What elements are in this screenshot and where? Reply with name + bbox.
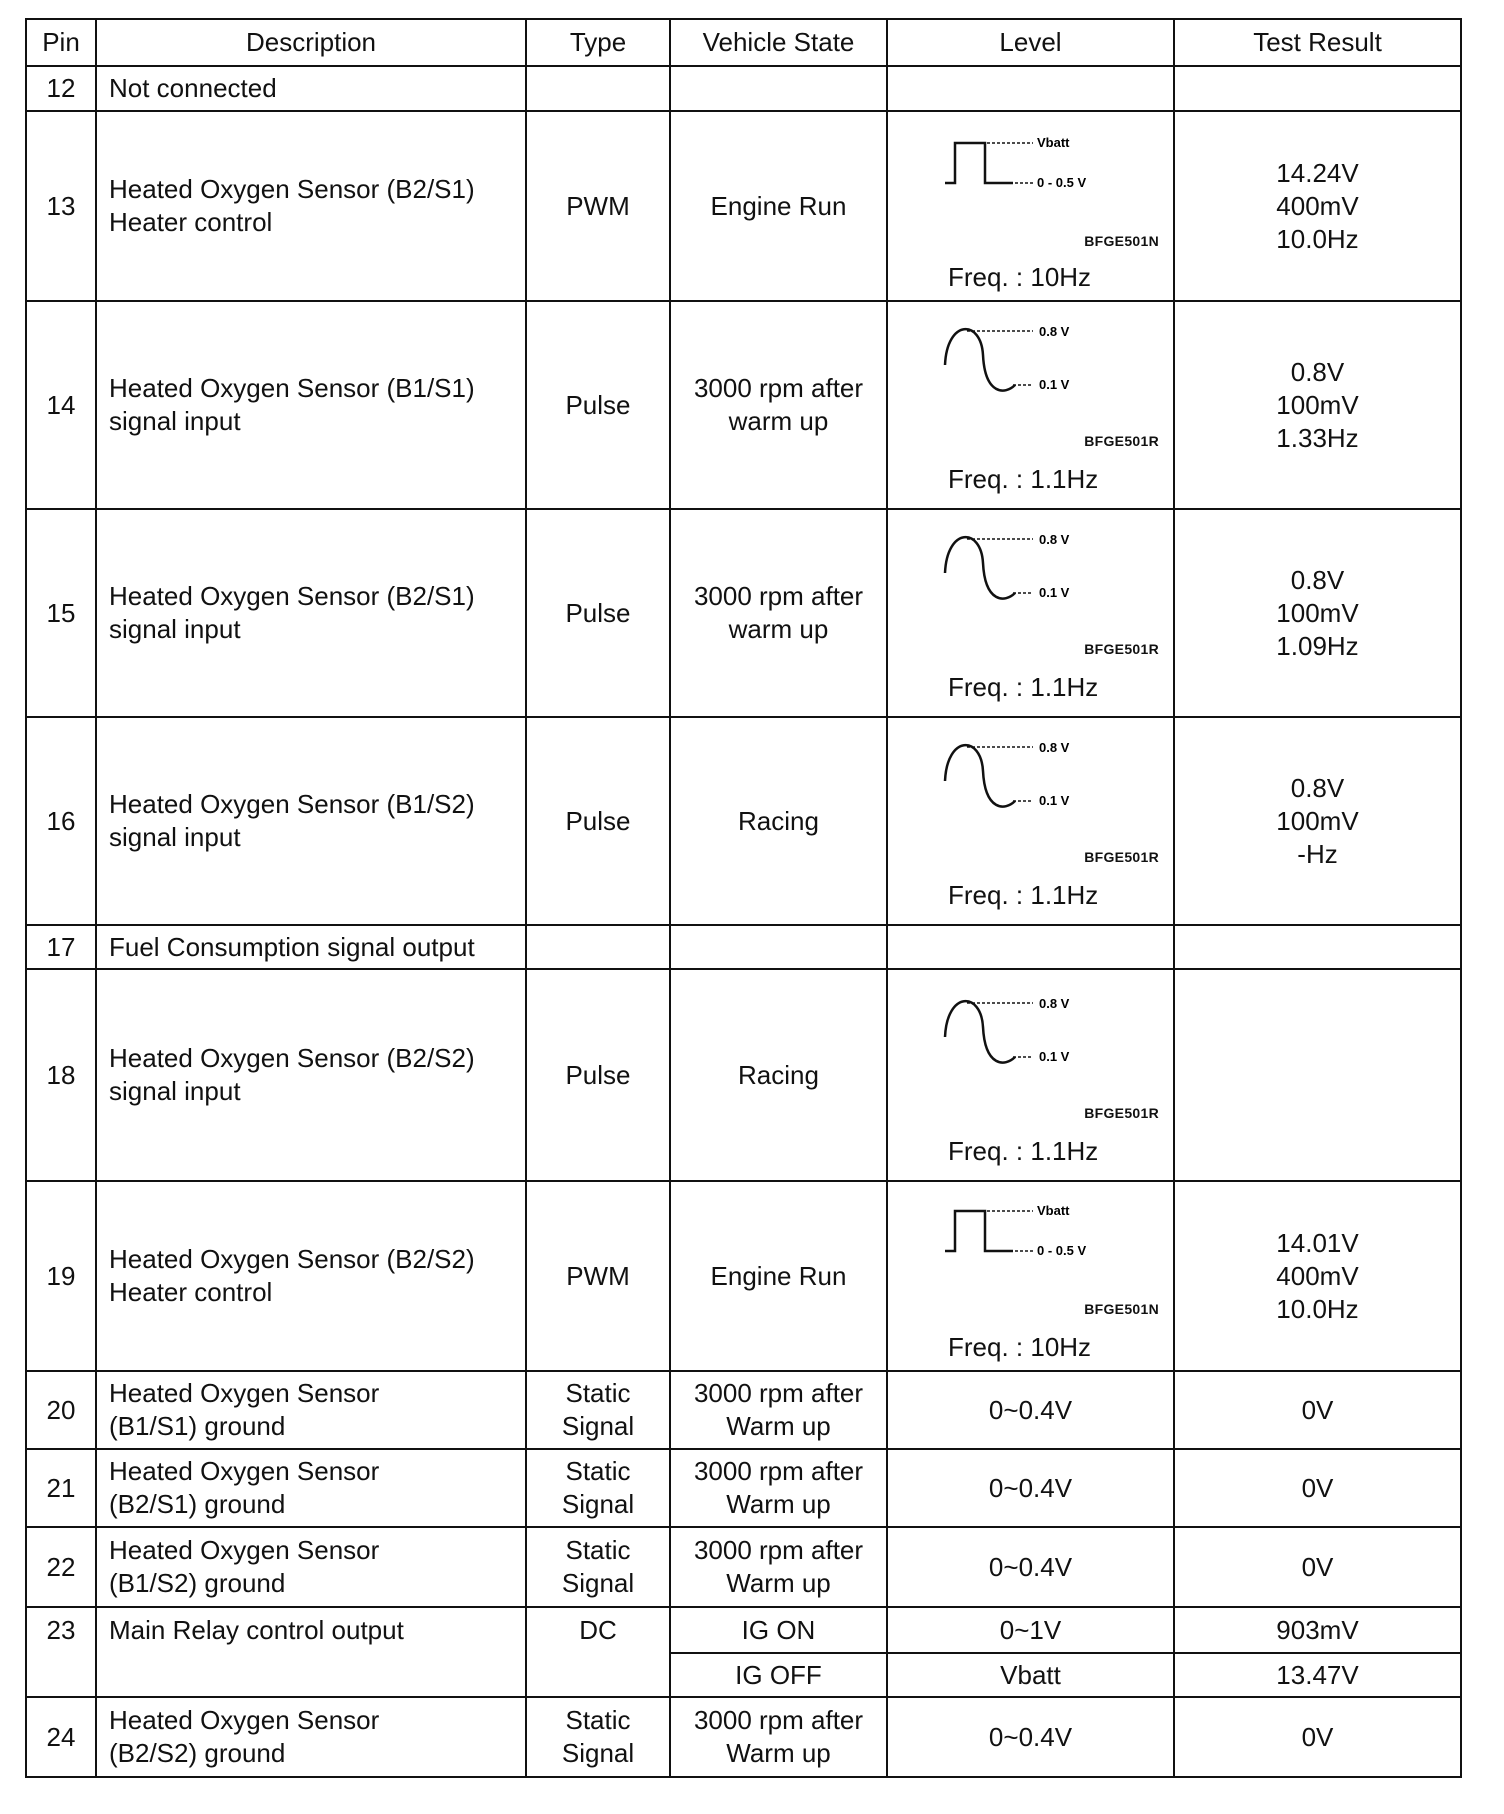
pin-number: 14 (26, 301, 96, 509)
pin-number: 12 (26, 66, 96, 111)
frequency-label: Freq. : 1.1Hz (948, 672, 1099, 702)
result-millivolt: 400mV (1276, 1260, 1359, 1291)
waveform-code: BFGE501R (1084, 641, 1159, 657)
state-line: Warm up (726, 1489, 831, 1519)
state-line: 3000 rpm after (693, 1456, 864, 1486)
pin-number: 22 (26, 1527, 96, 1607)
description-line: Heated Oxygen Sensor (B2/S1) (109, 581, 475, 611)
table-row (26, 969, 1461, 1181)
level-cell (887, 111, 1174, 301)
type-cell: PWM (526, 111, 670, 301)
pin-number: 16 (26, 717, 96, 925)
state-line: 3000 rpm after (693, 373, 864, 403)
test-result-cell (1174, 969, 1461, 1181)
type-cell: Pulse (526, 509, 670, 717)
table-row (26, 111, 1461, 301)
level-cell: 0~0.4V (887, 1371, 1174, 1449)
pwm-waveform-icon (943, 1201, 1123, 1263)
result-frequency: 10.0Hz (1276, 223, 1359, 254)
result-frequency: 1.33Hz (1276, 422, 1359, 453)
table-row (26, 1607, 1461, 1653)
wave-low-label: 0.1 V (1039, 1049, 1070, 1064)
wave-low-label: 0 - 0.5 V (1037, 1243, 1087, 1258)
vehicle-state-cell: Engine Run (670, 111, 887, 301)
result-millivolt: 400mV (1276, 190, 1359, 221)
description-line: Heater control (109, 207, 273, 237)
test-result-cell (1174, 301, 1461, 509)
pin-table (25, 18, 1462, 1778)
table-row (26, 925, 1461, 969)
state-line: 3000 rpm after (693, 1378, 864, 1408)
pin-number: 24 (26, 1697, 96, 1777)
wave-high-label: 0.8 V (1039, 741, 1070, 755)
result-frequency: -Hz (1297, 838, 1338, 869)
result-frequency: 1.09Hz (1276, 630, 1359, 661)
description-line: signal input (109, 614, 241, 644)
type-cell: Pulse (526, 717, 670, 925)
result-millivolt: 100mV (1276, 805, 1359, 836)
result-millivolt: 100mV (1276, 597, 1359, 628)
sine-waveform-icon (943, 533, 1123, 605)
description-cell (96, 717, 526, 925)
state-line: 3000 rpm after (693, 1705, 864, 1735)
type-line: Static (565, 1378, 631, 1408)
test-result-cell (1174, 717, 1461, 925)
vehicle-state-cell (670, 509, 887, 717)
header-pin: Pin (26, 19, 96, 66)
state-line: 3000 rpm after (693, 1535, 864, 1565)
description-cell (96, 301, 526, 509)
description-line: signal input (109, 406, 241, 436)
level-cell: 0~1V (887, 1607, 1174, 1653)
level-cell: 0~0.4V (887, 1449, 1174, 1527)
sine-waveform-icon (943, 997, 1123, 1069)
wave-low-label: 0.1 V (1039, 793, 1070, 808)
state-line: Warm up (726, 1738, 831, 1768)
level-cell (887, 301, 1174, 509)
frequency-label: Freq. : 1.1Hz (948, 1136, 1099, 1166)
description-line: (B2/S1) ground (109, 1489, 286, 1519)
type-cell: Pulse (526, 969, 670, 1181)
type-cell (526, 1449, 670, 1527)
test-result-cell (1174, 1181, 1461, 1371)
description-cell: Not connected (96, 66, 526, 111)
table-row (26, 717, 1461, 925)
state-line: warm up (728, 614, 829, 644)
waveform-code: BFGE501N (1084, 233, 1159, 249)
level-cell (887, 66, 1174, 111)
description-line: Heated Oxygen Sensor (B1/S1) (109, 373, 475, 403)
table-row (26, 1449, 1461, 1527)
vehicle-state-cell (670, 1371, 887, 1449)
type-cell (526, 1697, 670, 1777)
result-voltage: 0.8V (1290, 564, 1345, 595)
level-cell (887, 509, 1174, 717)
state-line: Warm up (726, 1568, 831, 1598)
description-line: (B1/S1) ground (109, 1411, 286, 1441)
description-cell (96, 1181, 526, 1371)
type-line: Signal (561, 1568, 635, 1598)
sine-waveform-icon (943, 325, 1123, 397)
header-row (26, 19, 1461, 66)
pin-number: 19 (26, 1181, 96, 1371)
vehicle-state-cell: Racing (670, 717, 887, 925)
state-line: warm up (728, 406, 829, 436)
state-line: Warm up (726, 1411, 831, 1441)
wave-high-label: 0.8 V (1039, 325, 1070, 339)
wave-low-label: 0 - 0.5 V (1037, 175, 1087, 190)
wave-high-label: Vbatt (1037, 1203, 1070, 1218)
result-voltage: 0.8V (1290, 772, 1345, 803)
description-line: signal input (109, 1076, 241, 1106)
pwm-waveform-icon (943, 133, 1123, 195)
test-result-cell (1174, 66, 1461, 111)
frequency-label: Freq. : 1.1Hz (948, 464, 1099, 494)
test-result-cell: 0V (1174, 1371, 1461, 1449)
vehicle-state-cell (670, 66, 887, 111)
waveform-code: BFGE501N (1084, 1301, 1159, 1317)
description-cell (96, 111, 526, 301)
description-line: Heated Oxygen Sensor (B2/S1) (109, 174, 475, 204)
pin-number: 23 (26, 1607, 96, 1697)
type-line: Signal (561, 1738, 635, 1768)
level-cell (887, 1181, 1174, 1371)
test-result-cell: 0V (1174, 1449, 1461, 1527)
description-line: (B1/S2) ground (109, 1568, 286, 1598)
type-cell (526, 66, 670, 111)
test-result-cell: 903mV (1174, 1607, 1461, 1653)
description-line: Heated Oxygen Sensor (109, 1378, 380, 1408)
vehicle-state-cell (670, 301, 887, 509)
header-description: Description (96, 19, 526, 66)
test-result-cell (1174, 111, 1461, 301)
pin-number: 15 (26, 509, 96, 717)
description-cell: Fuel Consumption signal output (96, 925, 526, 969)
header-type: Type (526, 19, 670, 66)
wave-high-label: 0.8 V (1039, 997, 1070, 1011)
result-frequency: 10.0Hz (1276, 1293, 1359, 1324)
type-cell (526, 1527, 670, 1607)
vehicle-state-cell (670, 1527, 887, 1607)
table-row (26, 509, 1461, 717)
wave-high-label: Vbatt (1037, 135, 1070, 150)
type-line: Static (565, 1705, 631, 1735)
level-cell: 0~0.4V (887, 1527, 1174, 1607)
description-cell (96, 1697, 526, 1777)
header-vehicle-state: Vehicle State (670, 19, 887, 66)
pin-number: 18 (26, 969, 96, 1181)
level-cell (887, 717, 1174, 925)
header-level: Level (887, 19, 1174, 66)
waveform-code: BFGE501R (1084, 1105, 1159, 1121)
vehicle-state-cell: IG ON (670, 1607, 887, 1653)
test-result-cell (1174, 509, 1461, 717)
table-row (26, 1527, 1461, 1607)
table-row (26, 1181, 1461, 1371)
wave-low-label: 0.1 V (1039, 377, 1070, 392)
table-row (26, 66, 1461, 111)
description-line: Heated Oxygen Sensor (B2/S2) (109, 1244, 475, 1274)
level-cell (887, 969, 1174, 1181)
description-line: signal input (109, 822, 241, 852)
description-line: Heated Oxygen Sensor (B1/S2) (109, 789, 475, 819)
description-line: Heater control (109, 1277, 273, 1307)
test-result-cell (1174, 925, 1461, 969)
description-cell (96, 969, 526, 1181)
description-line: Heated Oxygen Sensor (B2/S2) (109, 1043, 475, 1073)
header-test-result: Test Result (1174, 19, 1461, 66)
waveform-code: BFGE501R (1084, 433, 1159, 449)
description-cell (96, 1449, 526, 1527)
pin-number: 17 (26, 925, 96, 969)
result-voltage: 14.01V (1276, 1227, 1359, 1258)
vehicle-state-cell: Racing (670, 969, 887, 1181)
type-line: Static (565, 1456, 631, 1486)
frequency-label: Freq. : 10Hz (948, 262, 1092, 292)
state-line: 3000 rpm after (693, 581, 864, 611)
description-line: (B2/S2) ground (109, 1738, 286, 1768)
description-line: Heated Oxygen Sensor (109, 1535, 380, 1565)
vehicle-state-cell (670, 1449, 887, 1527)
frequency-label: Freq. : 10Hz (948, 1332, 1092, 1362)
type-line: Signal (561, 1411, 635, 1441)
test-result-cell: 0V (1174, 1697, 1461, 1777)
result-voltage: 0.8V (1290, 356, 1345, 387)
vehicle-state-cell: IG OFF (670, 1653, 887, 1697)
sine-waveform-icon (943, 741, 1123, 813)
description-line: Heated Oxygen Sensor (109, 1705, 380, 1735)
result-millivolt: 100mV (1276, 389, 1359, 420)
wave-low-label: 0.1 V (1039, 585, 1070, 600)
type-cell: PWM (526, 1181, 670, 1371)
result-voltage: 14.24V (1276, 157, 1359, 188)
vehicle-state-cell (670, 925, 887, 969)
type-cell: Pulse (526, 301, 670, 509)
table-row (26, 1697, 1461, 1777)
type-cell: DC (526, 1607, 670, 1697)
table-row (26, 1371, 1461, 1449)
description-cell (96, 1527, 526, 1607)
pin-number: 20 (26, 1371, 96, 1449)
vehicle-state-cell (670, 1697, 887, 1777)
type-cell (526, 925, 670, 969)
vehicle-state-cell: Engine Run (670, 1181, 887, 1371)
wave-high-label: 0.8 V (1039, 533, 1070, 547)
level-cell: 0~0.4V (887, 1697, 1174, 1777)
level-cell (887, 925, 1174, 969)
pin-number: 13 (26, 111, 96, 301)
test-result-cell: 0V (1174, 1527, 1461, 1607)
frequency-label: Freq. : 1.1Hz (948, 880, 1099, 910)
test-result-cell: 13.47V (1174, 1653, 1461, 1697)
description-cell (96, 1371, 526, 1449)
type-line: Static (565, 1535, 631, 1565)
waveform-code: BFGE501R (1084, 849, 1159, 865)
type-line: Signal (561, 1489, 635, 1519)
description-cell: Main Relay control output (96, 1607, 526, 1697)
description-line: Heated Oxygen Sensor (109, 1456, 380, 1486)
pin-number: 21 (26, 1449, 96, 1527)
description-cell (96, 509, 526, 717)
type-cell (526, 1371, 670, 1449)
table-row (26, 301, 1461, 509)
level-cell: Vbatt (887, 1653, 1174, 1697)
